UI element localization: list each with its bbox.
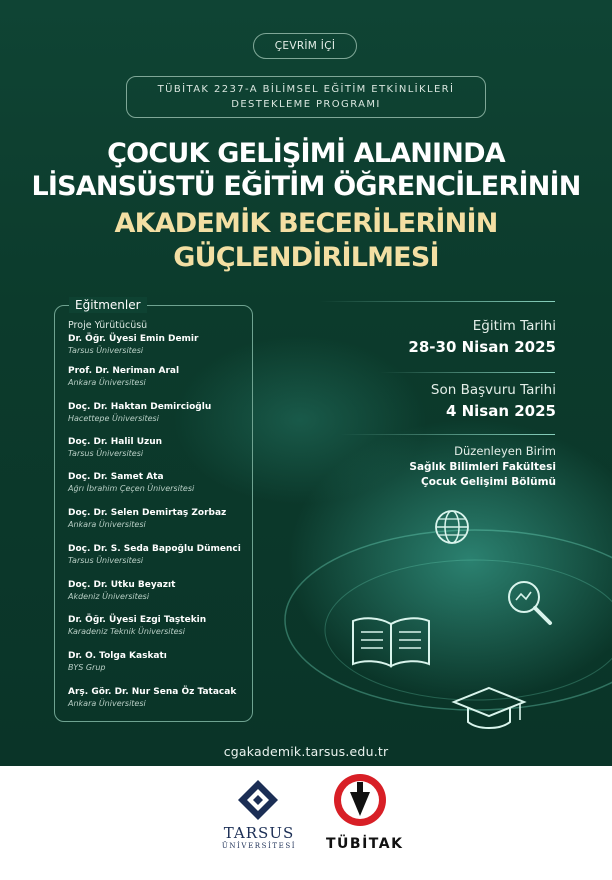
trainer-entry [68, 650, 167, 673]
title-line-2: LİSANSÜSTÜ EĞİTİM ÖĞRENCİLERİNİN [31, 171, 581, 202]
trainer-university: Tarsus Üniversitesi [68, 556, 144, 565]
trainer-entry [68, 579, 175, 602]
tubitak-logo [332, 772, 388, 832]
trainer-entry [68, 401, 211, 424]
trainer-name: Dr. Öğr. Üyesi Ezgi Taştekin [68, 615, 207, 625]
project-lead-label: Proje Yürütücüsü [68, 320, 148, 331]
trainer-entry [68, 333, 198, 356]
trainer-entry [68, 365, 179, 388]
logo-bar [0, 766, 612, 880]
trainer-university: Ankara Üniversitesi [68, 699, 146, 708]
trainer-entry [68, 614, 206, 637]
trainer-name: Doç. Dr. S. Seda Bapoğlu Dümenci [68, 544, 241, 554]
trainer-university: Hacettepe Üniversitesi [68, 414, 159, 423]
divider-line [320, 301, 555, 302]
trainer-university: Ankara Üniversitesi [68, 520, 146, 529]
trainer-name: Doç. Dr. Utku Beyazıt [68, 580, 176, 590]
trainer-name: Doç. Dr. Halil Uzun [68, 437, 163, 447]
trainer-name: Doç. Dr. Selen Demirtaş Zorbaz [68, 508, 227, 518]
trainer-university: Tarsus Üniversitesi [68, 346, 144, 355]
trainer-name: Dr. O. Tolga Kaskatı [68, 651, 167, 661]
tarsus-university-logo [234, 778, 282, 824]
training-date-value: 28-30 Nisan 2025 [408, 338, 556, 356]
training-date-label: Eğitim Tarihi [472, 318, 556, 334]
trainer-university: Ağrı İbrahim Çeçen Üniversitesi [68, 484, 195, 493]
trainer-name: Arş. Gör. Dr. Nur Sena Öz Tatacak [68, 687, 237, 697]
deadline-block [431, 382, 556, 420]
graduation-cap-icon [450, 682, 528, 734]
trainer-name: Doç. Dr. Haktan Demircioğlu [68, 402, 212, 412]
organizer-faculty: Sağlık Bilimleri Fakültesi [409, 461, 556, 473]
divider-line [340, 434, 555, 435]
organizer-label: Düzenleyen Birim [454, 444, 556, 458]
globe-icon [432, 507, 472, 547]
website-link[interactable]: cgakademik.tarsus.edu.tr [223, 744, 389, 759]
tubitak-wordmark: TÜBİTAK [326, 836, 404, 852]
tarsus-wordmark [214, 824, 304, 850]
magnifier-icon [500, 573, 560, 633]
trainer-university: Akdeniz Üniversitesi [68, 592, 150, 601]
trainer-name: Dr. Öğr. Üyesi Emin Demir [68, 334, 199, 344]
trainer-university: Karadeniz Teknik Üniversitesi [68, 627, 185, 636]
online-badge: ÇEVRİM İÇİ [253, 33, 357, 59]
trainer-university: Ankara Üniversitesi [68, 378, 146, 387]
trainer-university: Tarsus Üniversitesi [68, 449, 144, 458]
program-box [126, 76, 486, 118]
date-block [408, 318, 556, 356]
title-line-4: GÜÇLENDİRİLMESİ [173, 242, 439, 273]
trainer-entry [68, 507, 226, 530]
divider-line [380, 372, 555, 373]
title-line-3: AKADEMİK BECERİLERİNİN [114, 208, 498, 239]
trainer-entry [68, 686, 236, 709]
trainers-heading: Eğitmenler [69, 297, 147, 313]
program-line-2: DESTEKLEME PROGRAMI [231, 99, 381, 110]
trainer-entry [68, 543, 241, 566]
trainer-name: Prof. Dr. Neriman Aral [68, 366, 180, 376]
open-book-icon [345, 612, 437, 672]
trainer-university: BYS Grup [68, 663, 106, 672]
trainers-panel [54, 298, 253, 722]
deadline-label: Son Başvuru Tarihi [430, 382, 556, 398]
tarsus-sub: ÜNİVERSİTESİ [221, 842, 297, 850]
trainer-name: Doç. Dr. Samet Ata [68, 472, 164, 482]
trainer-entry [68, 436, 162, 459]
organizer-department: Çocuk Gelişimi Bölümü [421, 476, 556, 488]
tarsus-name: TARSUS [223, 824, 295, 842]
title-line-1: ÇOCUK GELİŞİMİ ALANINDA [107, 138, 505, 169]
trainer-entry [68, 471, 194, 494]
program-line-1: TÜBİTAK 2237-A BİLİMSEL EĞİTİM ETKİNLİKLERİ [157, 84, 455, 95]
deadline-value: 4 Nisan 2025 [445, 402, 556, 420]
